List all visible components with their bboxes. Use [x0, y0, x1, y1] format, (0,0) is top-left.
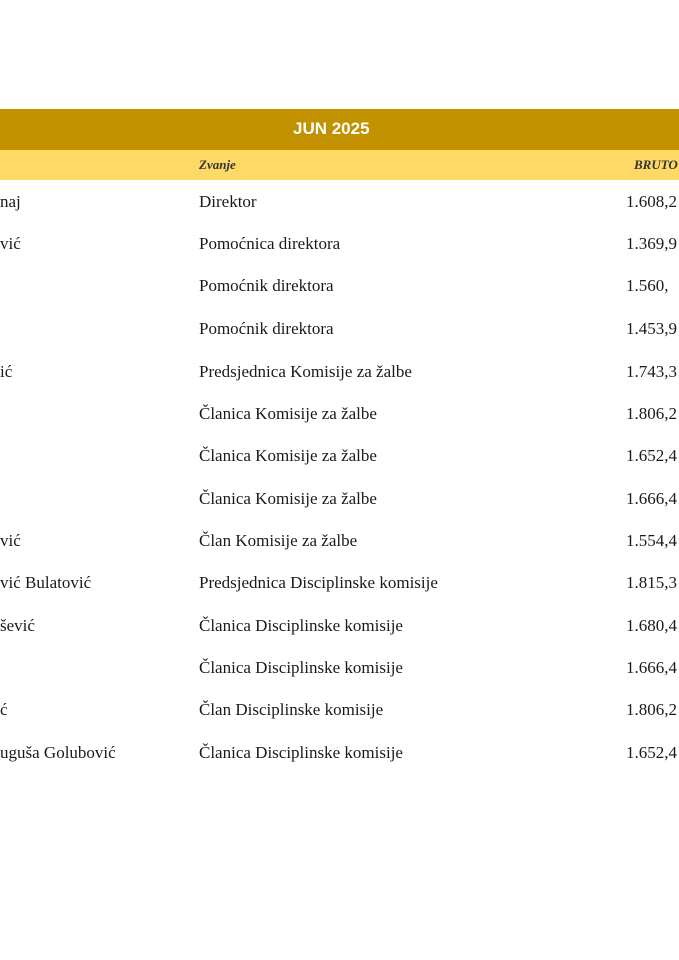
row-amount: 1.560, [626, 276, 669, 295]
row-name: ić [0, 362, 13, 381]
row-name: vić [0, 234, 21, 253]
row-name: uguša Golubović [0, 743, 116, 762]
table-row [0, 222, 679, 264]
row-title: Predsjednica Disciplinske komisije [199, 573, 438, 592]
row-title: Direktor [199, 192, 257, 211]
period-title-bar [0, 109, 679, 150]
row-amount: 1.652,4 [626, 446, 677, 465]
row-title: Član Komisije za žalbe [199, 531, 358, 550]
row-name: vić Bulatović [0, 573, 92, 592]
column-header-amount: BRUTO [634, 157, 678, 172]
table-row [0, 392, 679, 434]
row-amount: 1.806,2 [626, 700, 677, 719]
row-amount: 1.666,4 [626, 658, 677, 677]
table-header [0, 150, 679, 180]
row-title: Članica Disciplinske komisije [199, 616, 403, 635]
row-title: Članica Komisije za žalbe [199, 446, 377, 465]
row-amount: 1.743,3 [626, 362, 677, 381]
row-title: Članica Komisije za žalbe [199, 489, 377, 508]
row-amount: 1.680,4 [626, 616, 677, 635]
period-title: JUN 2025 [293, 119, 370, 138]
row-title: Članica Disciplinske komisije [199, 743, 403, 762]
row-name: ć [0, 700, 8, 719]
row-amount: 1.608,2 [626, 192, 677, 211]
row-name: šević [0, 616, 35, 635]
row-title: Predsjednica Komisije za žalbe [199, 362, 412, 381]
row-title: Član Disciplinske komisije [199, 700, 384, 719]
table-row [0, 307, 679, 349]
table-row [0, 731, 679, 773]
table-row [0, 264, 679, 306]
table-row [0, 477, 679, 519]
row-amount: 1.815,3 [626, 573, 677, 592]
table-row [0, 350, 679, 392]
row-amount: 1.554,4 [626, 531, 677, 550]
row-amount: 1.652,4 [626, 743, 677, 762]
table-row [0, 561, 679, 603]
table-row [0, 180, 679, 222]
row-amount: 1.369,9 [626, 234, 677, 253]
row-title: Članica Disciplinske komisije [199, 658, 403, 677]
row-title: Pomoćnica direktora [199, 234, 341, 253]
table-row [0, 688, 679, 730]
row-name: vić [0, 531, 21, 550]
column-header-title: Zvanje [199, 157, 236, 172]
row-title: Pomoćnik direktora [199, 276, 334, 295]
row-amount: 1.453,9 [626, 319, 677, 338]
row-title: Članica Komisije za žalbe [199, 404, 377, 423]
table-row [0, 646, 679, 688]
row-name: naj [0, 192, 21, 211]
row-title: Pomoćnik direktora [199, 319, 334, 338]
row-amount: 1.666,4 [626, 489, 677, 508]
table-row [0, 604, 679, 646]
table-row [0, 519, 679, 561]
row-amount: 1.806,2 [626, 404, 677, 423]
table-row [0, 434, 679, 476]
